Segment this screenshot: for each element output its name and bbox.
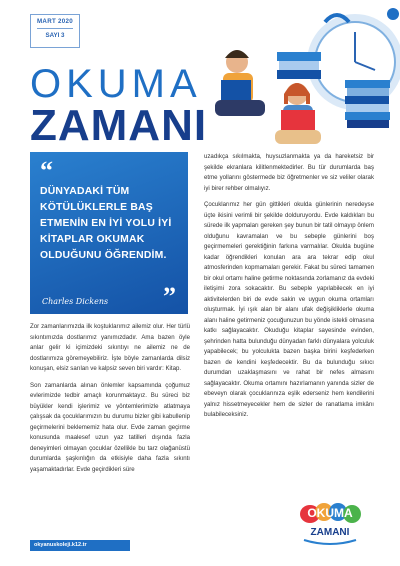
body-paragraph: Son zamanlarda alınan önlemler kapsamında çoğumuz evlerimizde tedbir amaçlı korunmaktayız. Bu süreci biz büyükler kendi işlerimiz ve yöntemlerimizle atlatmaya çalışsak da çocuklarımızın bu durumu bizler gibi kabullenip geçirmelerini beklememiz hata olur. Evde zaman geçirme konusunda maalesef uzun yaz tatilleri dışında fazla deneyimleri olmayan çocuklar özellikle bu tarz olağanüstü durumlarda şaşkınlığın da etkisiyle daha fazla sıkıntı yaşamaktadırlar. Evde geçirdikleri süre [30,381,190,473]
quote-text: DÜNYADAKİ TÜM KÖTÜLÜKLERLE BAŞ ETMENİN EN İYİ YOLU İYİ KİTAPLAR OKUMAK OLDUĞUNU ÖĞRENDİM. [40,186,172,261]
quote-close-mark: ” [163,282,176,311]
quote-open-mark: “ [40,156,53,185]
left-column [30,322,190,481]
okuma-zamani-logo [290,500,370,550]
issue-box [30,14,80,48]
logo-line2: ZAMANI [310,527,350,538]
issue-month: MART 2020 [36,18,74,25]
title-line1: OKUMA [30,62,202,106]
body-paragraph: Zor zamanlarımızda ilk koştuklarımız ailemiz olur. Her türlü sıkıntımızda dostlarımız yanımızdadır. Ama bazen öyle anlar gelir ki içimizdeki sıkıntıyı ne ailemiz ne de dostlarımıza göremeyebiliriz. İşte böyle zamanlarda dilsiz konuşan, elsiz sarılan ve kalpsiz seven biri vardır: Kitap. [30,323,190,372]
right-column [204,152,374,427]
logo-line1: OKUMA [307,506,353,520]
title-line2: ZAMANI [30,101,208,150]
body-paragraph: uzadıkça sıkılmakta, huysuzlanmakta ya da hareketsiz bir şekilde ekranlara kilitlenmektedirler. Bu tür durumlarda baş etme yollarını göstermede biz öğretmenler ve siz veliler olarak iyi birer rehber olmalıyız. [204,153,374,192]
footer-url[interactable]: okyanuskoleji.k12.tr [30,540,130,551]
hero-illustration [205,0,400,155]
issue-divider [37,28,73,29]
body-paragraph: Çocuklarımız her gün gittikleri okulda günlerinin neredeyse üçte ikisini verimli bir şekilde dolduruyordu. Evde kaldıkları bu sürede ilk yapmaları gereken şey bunun bir tatil olmayıp önlem olduğunu kavramaları ve bu sebeple günlerini boş geçirmemeleri gerektiğinin farkına varmalılar. Okulda bugüne kadar öğrendikleri konuları ara ara tekrar edip okul atmosferinden kopmamaları gerekir. Fakat bu süreci tamamen bir okul ortamı haline getirme noktasında zorlamanız da evdeki iletişimi zora sokacaktır. Bu sebeple yapılabilecek en iyi aktivitelerden biri de evde sakin ve uygun okuma ortamları oluşturmak. İyi ışık alan bir alanı ufak değişikliklerle okuma alanı haline getirmeniz çocuğunuzun bu yönde istekli olmasına katkı sağlayacaktır. Okuduğu kitaplar sayesinde evinden, şehrinden hatta bulunduğu dünyadan farklı dünyalara yolculuk yapabilecek; bu yolculukta bazen başka birini keşfederken bazen de kendini keşfedecektir. Bu da bulunduğu sıkıcı durumdan uzaklaşmasını ve rahat bir nefes almasını sağlayacaktır. Okuma ortamını hazırlamanın yanında sizler de ebeveyn olarak çocuklarınıza eşlik ederseniz hem kendilerini yalnız hissetmeyecekler hem de sizler de ranatlama imkânı bulabileceksiniz. [204,201,374,418]
quote-box [30,152,188,314]
quote-author: Charles Dickens [42,297,109,306]
issue-number: SAYI 3 [45,32,65,39]
